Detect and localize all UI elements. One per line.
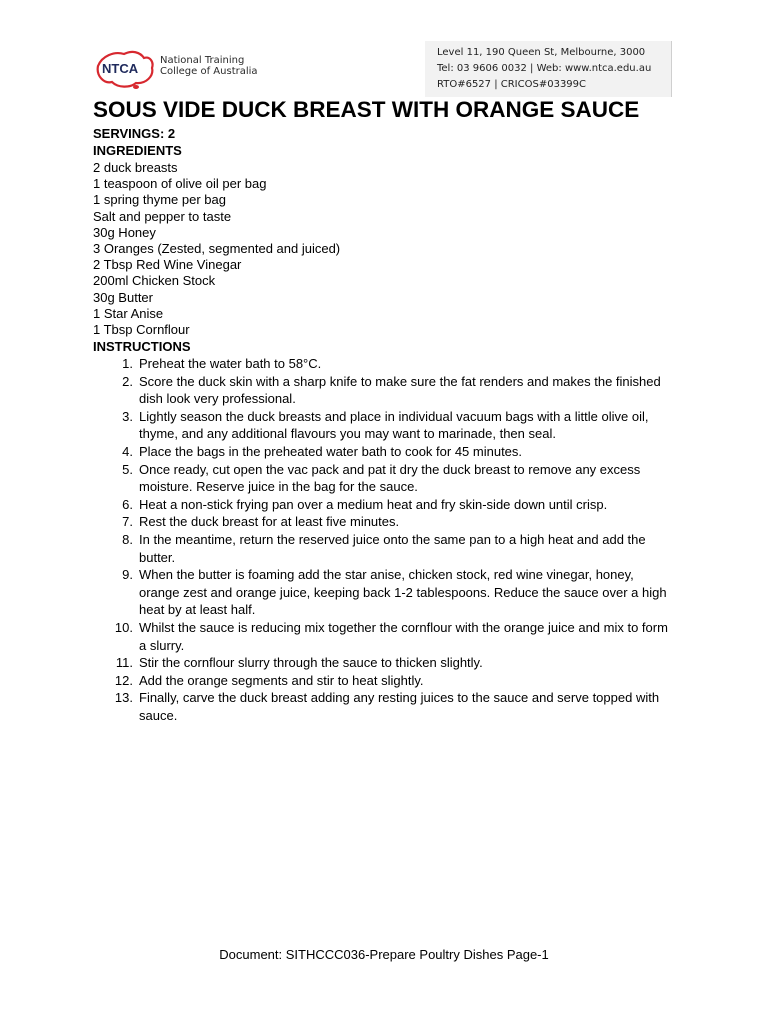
ingredient-item: 1 Star Anise: [93, 305, 164, 321]
instruction-step: [93, 461, 673, 496]
step-number: 5.: [122, 461, 133, 477]
instruction-step: [93, 355, 673, 373]
step-text: Rest the duck breast for at least five minutes.: [139, 514, 400, 530]
instruction-step: [93, 531, 673, 566]
ingredients-list: [93, 160, 340, 338]
org-name-line2: College of Australia: [160, 66, 258, 77]
ingredient-item: 30g Butter: [93, 289, 153, 305]
step-number: 6.: [122, 496, 133, 512]
step-number: 7.: [122, 514, 133, 530]
contact-address: Level 11, 190 Queen St, Melbourne, 3000: [437, 47, 646, 58]
page-footer: Document: SITHCCC036-Prepare Poultry Dishes Page-1: [219, 947, 549, 962]
instruction-step: [93, 496, 673, 514]
org-name-line1: National Training: [160, 55, 245, 66]
instruction-step: [93, 566, 673, 619]
ingredient-item: 2 Tbsp Red Wine Vinegar: [93, 257, 242, 273]
step-text: Score the duck skin with a sharp knife to make sure the fat renders and makes the finished dish look very professional.: [139, 373, 661, 407]
step-number: 12.: [114, 672, 133, 688]
step-number: 9.: [122, 567, 133, 583]
step-number: 10.: [114, 619, 133, 635]
step-text: Heat a non-stick frying pan over a medium heat and fry skin-side down until crisp.: [139, 496, 608, 512]
ingredient-item: 1 Tbsp Cornflour: [93, 322, 190, 338]
instruction-step: [93, 513, 673, 531]
ingredient-item: Salt and pepper to taste: [93, 208, 232, 224]
step-text: Lightly season the duck breasts and place in individual vacuum bags with a little olive oil, thyme, and any additional flavours you may want to marinade, then seal.: [139, 408, 649, 442]
step-number: 1.: [122, 356, 133, 371]
contact-info-box: [425, 41, 672, 97]
instructions-heading: INSTRUCTIONS: [93, 339, 191, 354]
step-text: When the butter is foaming add the star anise, chicken stock, red wine vinegar, honey, orange zest and orange juice, keeping back 1-2 tablespoons. Reduce the sauce over a high heat by at least half.: [139, 567, 667, 618]
step-text: Add the orange segments and stir to heat slightly.: [139, 672, 424, 688]
contact-rto-cricos: RTO#6527 | CRICOS#03399C: [437, 79, 587, 90]
step-number: 4.: [122, 443, 133, 459]
step-text: Place the bags in the preheated water bath to cook for 45 minutes.: [139, 443, 523, 459]
org-name: [160, 55, 258, 77]
contact-phone-web: Tel: 03 9606 0032 | Web: www.ntca.edu.au: [437, 63, 652, 74]
svg-text:NTCA: NTCA: [102, 61, 139, 76]
instruction-step: [93, 373, 673, 408]
ingredient-item: 1 spring thyme per bag: [93, 192, 226, 208]
instruction-step: [93, 443, 673, 461]
ingredient-item: 30g Honey: [93, 224, 156, 240]
step-text: Finally, carve the duck breast adding any resting juices to the sauce and serve topped with sauce.: [139, 690, 660, 723]
step-text: Whilst the sauce is reducing mix together the cornflour with the orange juice and mix to form a slurry.: [139, 619, 668, 653]
instruction-step: [93, 672, 673, 690]
step-text: In the meantime, return the reserved juice onto the same pan to a high heat and add the butter.: [139, 531, 646, 565]
step-text: Once ready, cut open the vac pack and pat it dry the duck breast to remove any excess moisture. Reserve juice in the bag for the sauce.: [139, 461, 641, 495]
instruction-step: [93, 619, 673, 654]
ingredients-heading: INGREDIENTS: [93, 143, 182, 158]
step-number: 2.: [122, 373, 133, 389]
step-number: 13.: [114, 690, 133, 706]
step-number: 3.: [122, 408, 133, 424]
ingredient-item: 200ml Chicken Stock: [93, 273, 216, 289]
step-number: 11.: [115, 655, 133, 671]
step-text: Preheat the water bath to 58°C.: [139, 356, 322, 371]
page-title: SOUS VIDE DUCK BREAST WITH ORANGE SAUCE: [93, 97, 640, 122]
servings-heading: SERVINGS: 2: [93, 126, 176, 141]
step-text: Stir the cornflour slurry through the sauce to thicken slightly.: [139, 655, 483, 671]
instruction-step: [93, 689, 673, 724]
ingredient-item: 3 Oranges (Zested, segmented and juiced): [93, 241, 341, 257]
instruction-step: [93, 654, 673, 672]
step-number: 8.: [122, 531, 133, 547]
instructions-list: [93, 355, 673, 724]
instruction-step: [93, 408, 673, 443]
ingredient-item: 1 teaspoon of olive oil per bag: [93, 176, 267, 192]
ingredient-item: 2 duck breasts: [93, 160, 178, 175]
